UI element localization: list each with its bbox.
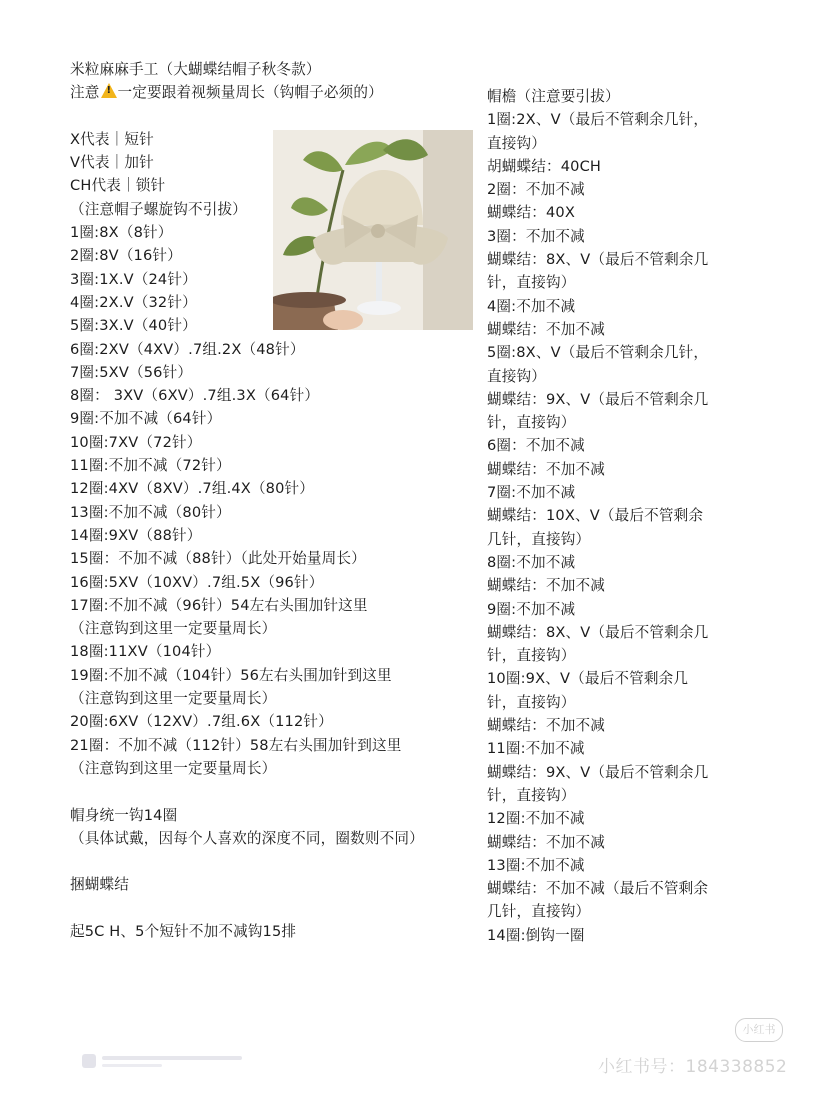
brim-line: 2圈：不加不减 (487, 181, 585, 199)
brim-line: 帽檐（注意要引拔） (487, 88, 620, 105)
spacer (70, 850, 470, 873)
watermark-left (82, 1050, 252, 1076)
spacer (70, 780, 470, 803)
round-line: 8圈： 3XV（6XV）.7组.3X（64针） (70, 387, 320, 405)
spacer (70, 897, 470, 920)
round-line: （注意钩到这里一定要量周长） (70, 690, 277, 708)
round-line: 15圈：不加不减（88针）（此处开始量周长） (70, 550, 366, 568)
spacer (70, 105, 470, 128)
brim-line: 7圈:不加不减 (487, 484, 576, 502)
round-line: 7圈:5XV（56针） (70, 363, 193, 381)
brim-line: 直接钩） (487, 134, 546, 152)
watermark-badge: 小红书 (735, 1018, 783, 1042)
brim-line: 6圈：不加不减 (487, 437, 585, 455)
brim-line: 10圈:9X、V（最后不管剩余几 (487, 670, 689, 688)
brim-line: 4圈:不加不减 (487, 297, 576, 315)
brim-line: 针，直接钩） (487, 647, 576, 665)
legend-line: （注意帽子螺旋钩不引拔） (70, 200, 247, 218)
legend-line: V代表｜加针 (70, 154, 154, 172)
hat-photo (273, 130, 473, 330)
notice-prefix: 注意 (70, 84, 100, 102)
brim-line: 几针，直接钩） (487, 530, 591, 548)
brim-line: 蝴蝶结：不加不减 (487, 460, 605, 478)
brim-line: 蝴蝶结：9X、V（最后不管剩余几 (487, 763, 709, 781)
round-line: 3圈:1X.V（24针） (70, 270, 197, 288)
body-note: （具体试戴，因每个人喜欢的深度不同，圈数则不同） (70, 829, 424, 847)
round-line: 18圈:11XV（104针） (70, 643, 221, 661)
doc-title: 米粒麻麻手工（大蝴蝶结帽子秋冬款） (70, 61, 321, 78)
brim-line: 蝴蝶结：不加不减 (487, 717, 605, 735)
round-line: 13圈:不加不减（80针） (70, 503, 231, 521)
brim-line: 几针，直接钩） (487, 903, 591, 921)
brim-line: 胡蝴蝶结：40CH (487, 157, 602, 175)
brim-line: 蝴蝶结：不加不减 (487, 320, 605, 338)
brim-line: 针，直接钩） (487, 693, 576, 711)
round-line: 16圈:5XV（10XV）.7组.5X（96针） (70, 573, 324, 591)
brim-line: 1圈:2X、V（最后不管剩余几针， (487, 111, 709, 129)
brim-line: 蝴蝶结：不加不减（最后不管剩余 (487, 880, 709, 898)
round-line: 17圈:不加不减（96针）54左右头围加针这里 (70, 596, 368, 614)
brim-line: 蝴蝶结：不加不减 (487, 833, 605, 851)
bow-title: 捆蝴蝶结 (70, 876, 129, 894)
brim-line: 蝴蝶结：9X、V（最后不管剩余几 (487, 390, 709, 408)
round-line: 10圈:7XV（72针） (70, 433, 202, 451)
round-line: 9圈:不加不减（64针） (70, 410, 222, 428)
notice-line (70, 81, 470, 104)
brim-line: 3圈：不加不减 (487, 227, 585, 245)
watermark-id: 小红书号：184338852 (598, 1057, 788, 1077)
brim-line: 5圈:8X、V（最后不管剩余几针， (487, 344, 709, 362)
round-line: 1圈:8X（8针） (70, 224, 173, 242)
brim-line: 蝴蝶结：40X (487, 204, 575, 222)
legend-line: X代表｜短针 (70, 130, 154, 148)
round-line: （注意钩到这里一定要量周长） (70, 620, 277, 638)
legend-line: CH代表｜锁针 (70, 177, 166, 195)
round-line: 4圈:2X.V（32针） (70, 293, 197, 311)
brim-line: 12圈:不加不减 (487, 810, 585, 828)
round-line: 2圈:8V（16针） (70, 247, 182, 265)
notice-text: 一定要跟着视频量周长（钩帽子必须的） (117, 84, 383, 102)
brim-line: 蝴蝶结：8X、V（最后不管剩余几 (487, 623, 709, 641)
warning-icon: ! (101, 83, 117, 98)
brim-line: 11圈:不加不减 (487, 740, 585, 758)
round-line: 12圈:4XV（8XV）.7组.4X（80针） (70, 480, 315, 498)
round-line: （注意钩到这里一定要量周长） (70, 759, 277, 777)
brim-line: 8圈:不加不减 (487, 553, 576, 571)
bow-start: 起5C H、5个短针不加不减钩15排 (70, 922, 297, 940)
brim-line: 针，直接钩） (487, 274, 576, 292)
brim-line: 13圈:不加不减 (487, 856, 585, 874)
round-line: 5圈:3X.V（40针） (70, 317, 197, 335)
round-line: 11圈:不加不减（72针） (70, 457, 231, 475)
round-line: 20圈:6XV（12XV）.7组.6X（112针） (70, 713, 333, 731)
brim-line: 针，直接钩） (487, 786, 576, 804)
brim-line: 针，直接钩） (487, 414, 576, 432)
round-line: 14圈:9XV（88针） (70, 526, 202, 544)
right-column (487, 85, 807, 947)
brim-line: 直接钩） (487, 367, 546, 385)
brim-line: 蝴蝶结：10X、V（最后不管剩余 (487, 507, 704, 525)
brim-line: 蝴蝶结：8X、V（最后不管剩余几 (487, 251, 709, 269)
round-line: 21圈：不加不减（112针）58左右头围加针到这里 (70, 736, 402, 754)
brim-line: 9圈:不加不减 (487, 600, 576, 618)
round-line: 6圈:2XV（4XV）.7组.2X（48针） (70, 340, 305, 358)
body-title: 帽身统一钩14圈 (70, 806, 178, 824)
round-line: 19圈:不加不减（104针）56左右头围加针到这里 (70, 666, 392, 684)
brim-line: 14圈:倒钩一圈 (487, 926, 585, 944)
brim-line: 蝴蝶结：不加不减 (487, 577, 605, 595)
